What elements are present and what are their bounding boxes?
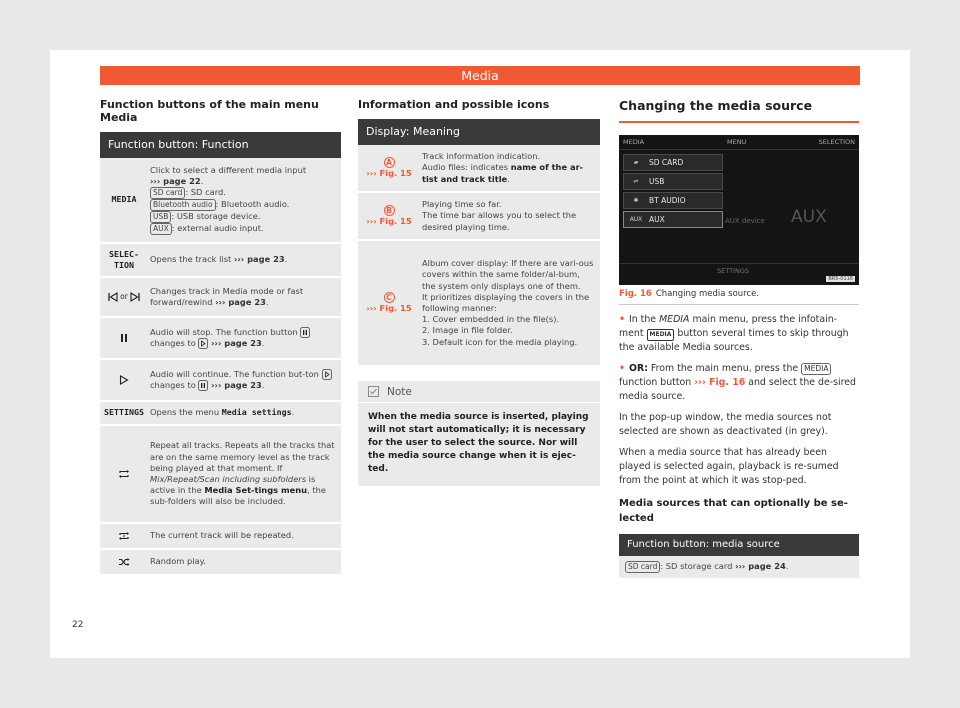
page-link[interactable]: ››› page 24 (735, 561, 786, 572)
sd-card-icon: ▰ (633, 159, 639, 166)
figure-link[interactable]: ››› Fig. 15 (366, 302, 412, 313)
page-link[interactable]: ››› page 23 (211, 380, 262, 390)
table-row: SELEC- TION Opens the track list ››› page 23. (100, 244, 341, 278)
play-button-icon (198, 338, 208, 349)
repeat-one-icon (118, 531, 130, 541)
table-row: Random play. (100, 550, 341, 576)
sd-card-button-label: SD card (150, 187, 185, 199)
pause-button-icon (300, 327, 310, 338)
table-row: or Changes track in Media mode or fast forward/rewind ››› page 23. (100, 278, 341, 318)
note-icon (368, 386, 379, 397)
manual-page (50, 50, 910, 658)
shuffle-icon (118, 557, 130, 567)
media-function-button-label: MEDIA (801, 363, 831, 375)
paragraph-resume: When a media source that has already been played is selected again, playback is re-sumed from the point at which it was stop-ped. (619, 447, 839, 486)
note-box (358, 381, 600, 486)
paragraph-deactivated: In the pop-up window, the media sources not selected are shown as deactivated (in grey). (619, 412, 832, 437)
table-row: C ››› Fig. 15 Album cover display: If there are vari-ous covers within the same folder/al-bum, the system only displays one of them. It prioritizes displaying the covers in the following manner: 1. Cover embedded in the file(s). 2. Image in file folder. 3. Default icon for the media playing. (358, 241, 600, 367)
skip-back-icon (108, 292, 118, 302)
table-row: MEDIA Click to select a different media input ››› page 22. SD card : SD card. Bluetooth audio : Bluetooth audio. USB : USB storage device. AUX : external audio input. (100, 158, 341, 244)
settings-key: SETTINGS (104, 407, 144, 418)
figure-link[interactable]: ››› Fig. 16 (694, 376, 746, 388)
function-table-header: Function button: Function (100, 132, 341, 158)
table-row: Repeat all tracks. Repeats all the tracks that are on the same memory level as the track being played at that moment. If Mix/Repeat/Scan including subfolders is active in the Media Set-tings menu, the sub-folders will also be included. (100, 426, 341, 524)
info-icons-column (358, 98, 600, 486)
selection-key: SELEC- TION (109, 248, 139, 270)
menu-item-bt-audio: ✱ BT AUDIO (623, 192, 723, 209)
callout-c: C (384, 292, 395, 303)
figure-link[interactable]: ››› Fig. 15 (366, 167, 412, 178)
figure-caption: Fig. 16 Changing media source. (619, 289, 859, 305)
optional-sources-title: Media sources that can optionally be se-lected (619, 498, 848, 524)
pause-icon (119, 333, 129, 343)
usb-icon: ⇌ (633, 178, 639, 185)
menu-item-usb: ⇌ USB (623, 173, 723, 190)
instruction-1: • In the MEDIA main menu, press the infotain-ment MEDIA button several times to skip through the available Media sources. (619, 314, 849, 353)
table-row: Audio will stop. The function button changes to ››› page 23. (100, 318, 341, 360)
callout-a: A (384, 157, 395, 168)
function-buttons-column (100, 98, 341, 576)
media-key: MEDIA (111, 194, 137, 205)
page-link[interactable]: ››› page 23 (233, 254, 285, 265)
table-row: The current track will be repeated. (100, 524, 341, 550)
aux-button-label: AUX (150, 223, 172, 235)
display-table-header: Display: Meaning (358, 119, 600, 145)
section-header: Media (100, 66, 860, 85)
play-icon (119, 375, 129, 385)
callout-b: B (384, 205, 395, 216)
table-row: SD card : SD storage card ››› page 24. (619, 556, 859, 578)
table-row: SETTINGS Opens the menu Media settings. (100, 402, 341, 426)
note-title: Note (387, 385, 412, 398)
menu-item-aux: AUX AUX (623, 211, 723, 228)
section-title: Changing the media source (619, 98, 859, 123)
table-row: Audio will continue. The function but-ton changes to ››› page 23. (100, 360, 341, 402)
aux-icon: AUX (629, 216, 643, 223)
media-source-table-header: Function button: media source (619, 534, 859, 556)
page-link[interactable]: ››› page 23 (215, 297, 266, 307)
bluetooth-button-label: Bluetooth audio (150, 199, 216, 211)
function-buttons-title: Function buttons of the main menu Media (100, 98, 319, 124)
figure-link[interactable]: ››› Fig. 15 (366, 215, 412, 226)
menu-item-sd-card: ▰ SD CARD (623, 154, 723, 171)
bluetooth-icon: ✱ (633, 197, 639, 204)
page-link[interactable]: ››› page 23 (211, 338, 262, 348)
media-source-column (619, 98, 859, 578)
pause-button-icon (198, 380, 208, 391)
repeat-all-icon (118, 469, 130, 479)
usb-button-label: USB (150, 211, 171, 223)
page-link[interactable]: ››› page 22 (150, 176, 201, 186)
page-number: 22 (72, 620, 84, 630)
infotainment-screen-figure: MEDIA MENU SELECTION ▰ SD CARD ⇌ USB ✱ BT AUDIO AUX AUX AUX device AUX SETTINGS BR5-0116 (619, 135, 859, 285)
instruction-2: • OR: From the main menu, press the MEDIA function button ››› Fig. 16 and select the de-sired media source. (619, 363, 857, 402)
media-hardware-button-icon: MEDIA (647, 329, 675, 341)
info-icons-title: Information and possible icons (358, 98, 550, 111)
table-row: B ››› Fig. 15 Playing time so far. The time bar allows you to select the desired playing time. (358, 193, 600, 241)
play-button-icon (322, 369, 332, 380)
table-row: A ››› Fig. 15 Track information indication. Audio files: indicates name of the ar-tist and track title. (358, 145, 600, 193)
note-text: When the media source is inserted, playing will not start automatically; it is necessary for the user to select the source. Nor will the media source change when it is ejec-ted. (368, 412, 589, 475)
skip-forward-icon (130, 292, 140, 302)
